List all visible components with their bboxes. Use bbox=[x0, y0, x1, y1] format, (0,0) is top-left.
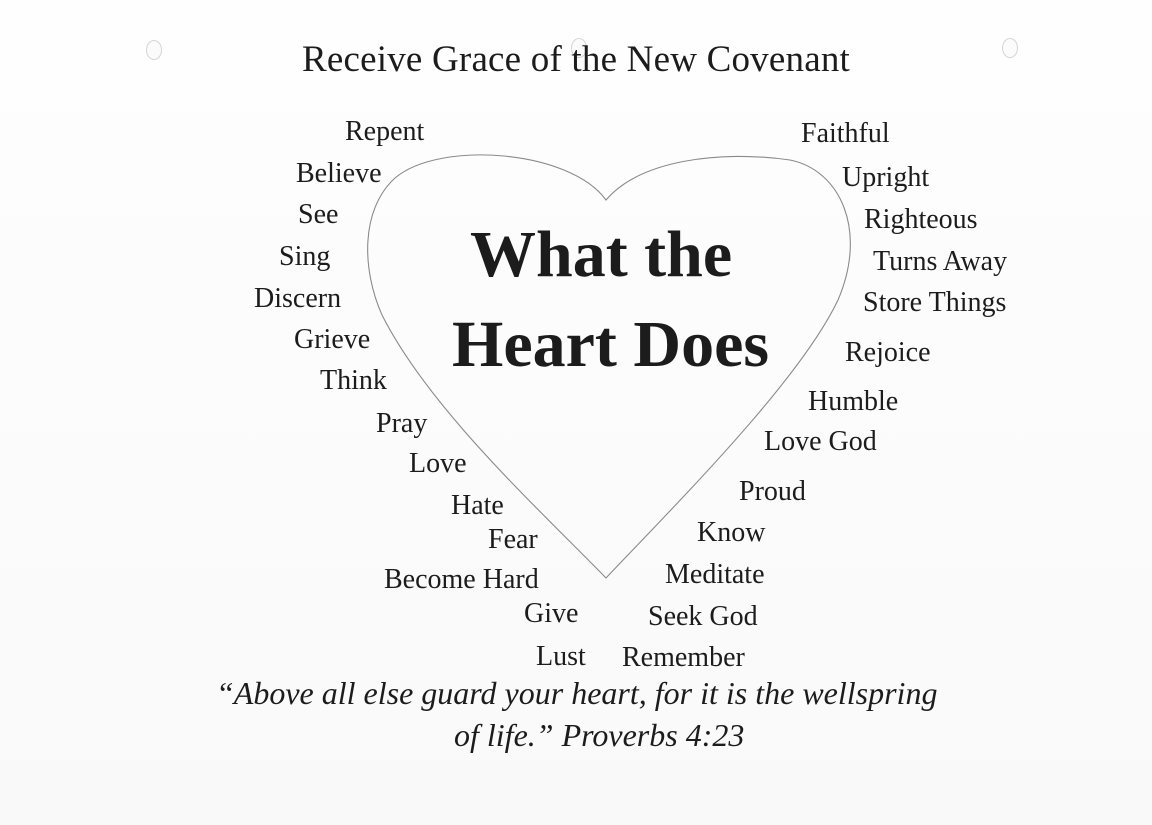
heart-word: Believe bbox=[296, 158, 382, 189]
heart-word: Rejoice bbox=[845, 337, 931, 368]
heart-word: Love bbox=[409, 448, 467, 479]
heart-word: Discern bbox=[254, 283, 342, 314]
heart-word: Give bbox=[524, 598, 579, 629]
heart-word: See bbox=[298, 199, 339, 230]
heart-word: Repent bbox=[345, 116, 425, 147]
heart-word: Turns Away bbox=[873, 246, 1008, 277]
heart-word: Seek God bbox=[648, 601, 758, 632]
heart-word: Become Hard bbox=[384, 564, 539, 595]
heart-word: Sing bbox=[279, 241, 331, 272]
heart-word: Love God bbox=[764, 426, 877, 457]
center-heading-line-1: What the bbox=[470, 218, 733, 291]
scripture-quote-line-2: of life.” Proverbs 4:23 bbox=[454, 717, 745, 753]
center-heading-line-2: Heart Does bbox=[452, 308, 770, 381]
heart-word: Remember bbox=[622, 642, 745, 673]
heart-word: Humble bbox=[808, 386, 899, 417]
heart-word: Grieve bbox=[294, 324, 371, 355]
heart-word: Think bbox=[320, 365, 387, 396]
heart-word: Upright bbox=[842, 162, 930, 193]
heart-word: Lust bbox=[536, 641, 586, 672]
heart-word: Pray bbox=[376, 408, 428, 439]
heart-word: Fear bbox=[488, 524, 538, 555]
heart-word: Store Things bbox=[863, 287, 1007, 318]
heart-word: Meditate bbox=[665, 559, 765, 590]
heart-word: Know bbox=[697, 517, 766, 548]
heart-word: Faithful bbox=[801, 118, 890, 149]
heart-word: Proud bbox=[739, 476, 806, 507]
scripture-quote-line-1: “Above all else guard your heart, for it is the wellspring bbox=[216, 675, 938, 711]
page-title: Receive Grace of the New Covenant bbox=[302, 39, 850, 80]
heart-word: Hate bbox=[451, 490, 504, 521]
heart-word: Righteous bbox=[864, 204, 978, 235]
